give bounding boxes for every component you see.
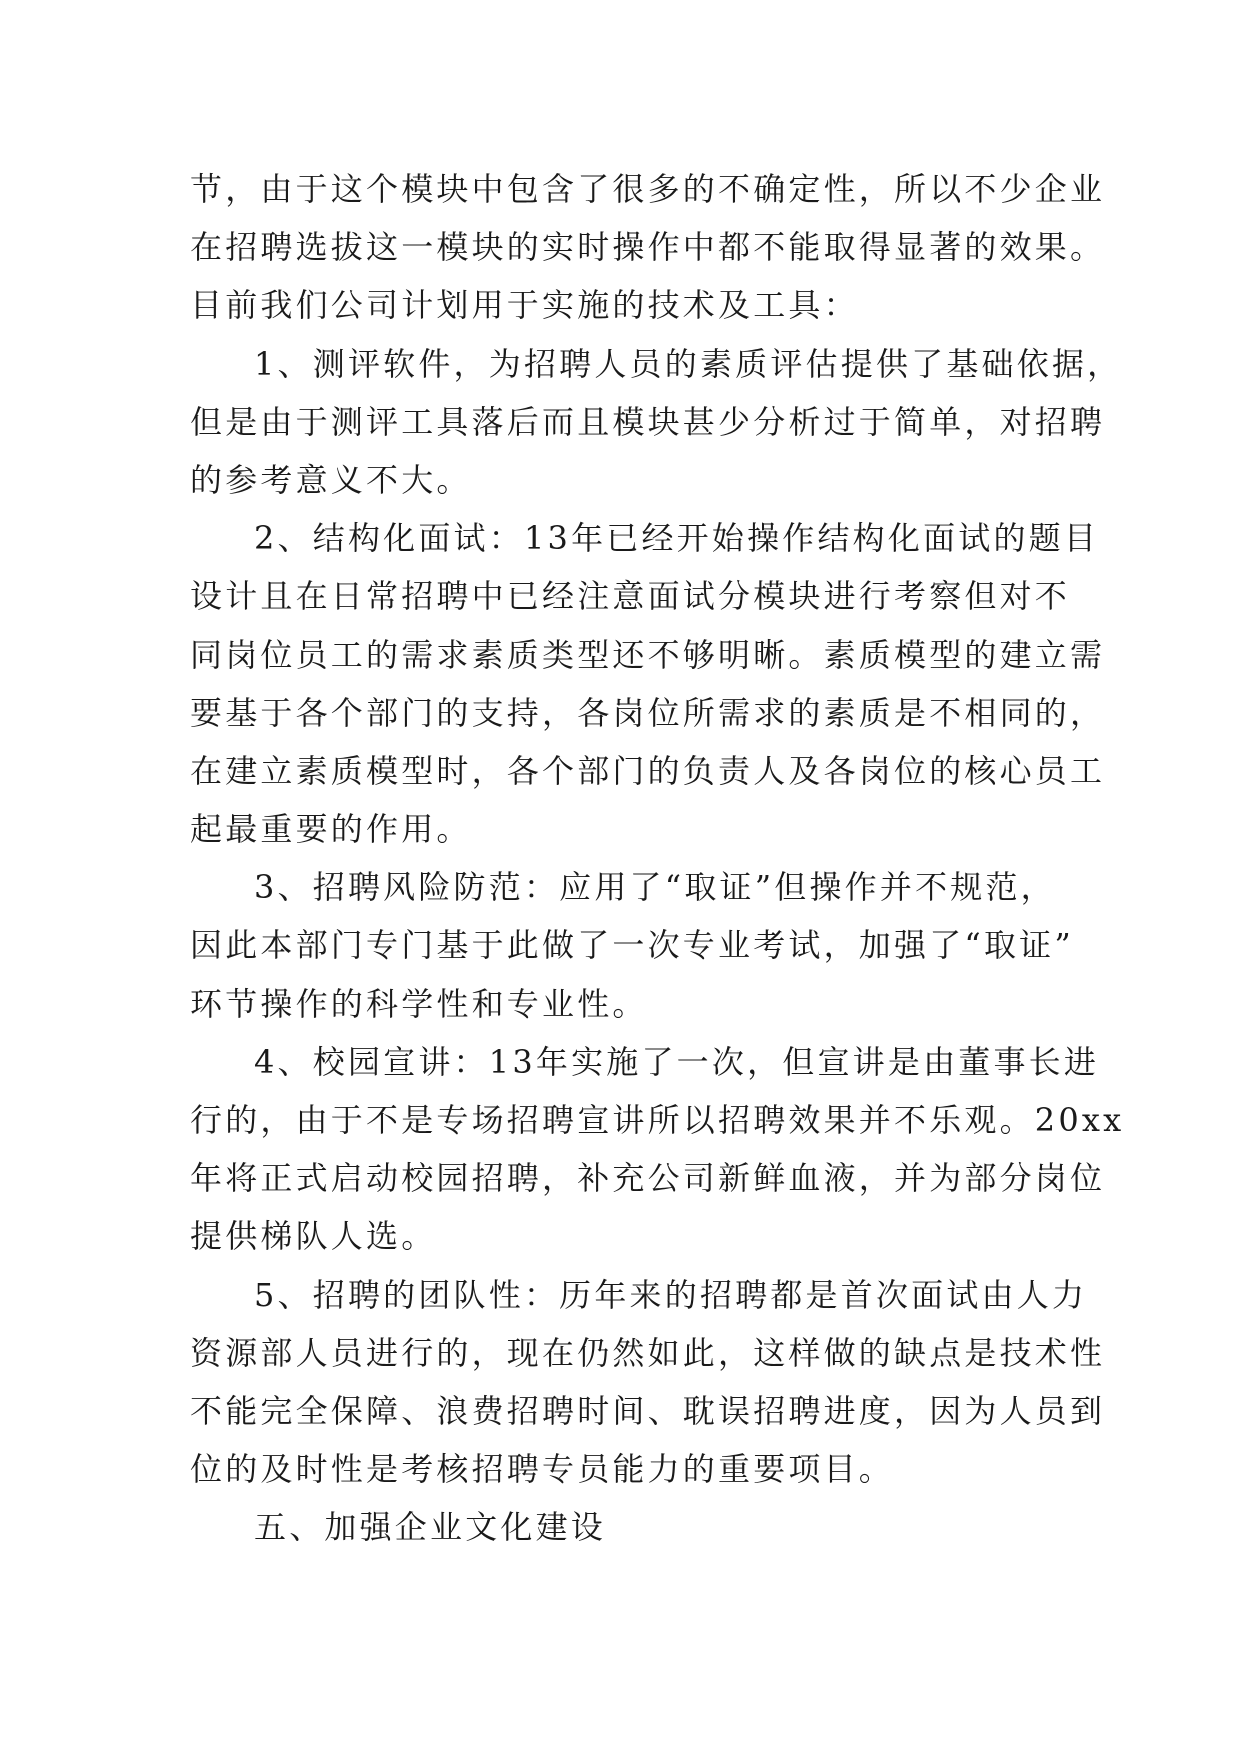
text-line: 节，由于这个模块中包含了很多的不确定性，所以不少企业 — [190, 170, 1106, 208]
text-line: 环节操作的科学性和专业性。 — [190, 984, 648, 1023]
text-line: 因此本部门专门基于此做了一次专业考试，加强了“取证” — [190, 926, 1074, 965]
text-line: 在招聘选拔这一模块的实时操作中都不能取得显著的效果。 — [190, 228, 1106, 267]
list-item-1-start: 1、测评软件，为招聘人员的素质评估提供了基础依据， — [254, 344, 1123, 383]
document-body — [190, 160, 1125, 1557]
text-line: 但是由于测评工具落后而且模块甚少分析过于简单，对招聘 — [190, 402, 1106, 441]
text-line: 不能完全保障、浪费招聘时间、耽误招聘进度，因为人员到 — [190, 1391, 1106, 1430]
text-line: 起最重要的作用。 — [190, 810, 472, 849]
text-line: 资源部人员进行的，现在仍然如此，这样做的缺点是技术性 — [190, 1333, 1106, 1372]
text-line: 位的及时性是考核招聘专员能力的重要项目。 — [190, 1450, 895, 1489]
text-line: 要基于各个部门的支持，各岗位所需求的素质是不相同的， — [190, 693, 1106, 732]
text-line: 在建立素质模型时，各个部门的负责人及各岗位的核心员工 — [190, 751, 1106, 790]
text-line: 同岗位员工的需求素质类型还不够明晰。素质模型的建立需 — [190, 635, 1106, 674]
text-line: 的参考意义不大。 — [190, 460, 472, 499]
list-item-4-start: 4、校园宣讲：13年实施了一次，但宣讲是由董事长进 — [254, 1042, 1100, 1081]
list-item-5-start: 5、招聘的团队性：历年来的招聘都是首次面试由人力 — [254, 1275, 1088, 1314]
text-line: 目前我们公司计划用于实施的技术及工具： — [190, 286, 859, 325]
text-line: 设计且在日常招聘中已经注意面试分模块进行考察但对不 — [190, 577, 1071, 616]
text-line: 提供梯队人选。 — [190, 1217, 437, 1256]
section-heading: 五、加强企业文化建设 — [254, 1508, 607, 1547]
list-item-3-start: 3、招聘风险防范：应用了“取证”但操作并不规范， — [254, 868, 1056, 907]
text-line: 年将正式启动校园招聘，补充公司新鲜血液，并为部分岗位 — [190, 1159, 1106, 1198]
list-item-2-start: 2、结构化面试：13年已经开始操作结构化面试的题目 — [254, 519, 1100, 558]
text-line: 行的，由于不是专场招聘宣讲所以招聘效果并不乐观。20xx — [190, 1101, 1125, 1139]
